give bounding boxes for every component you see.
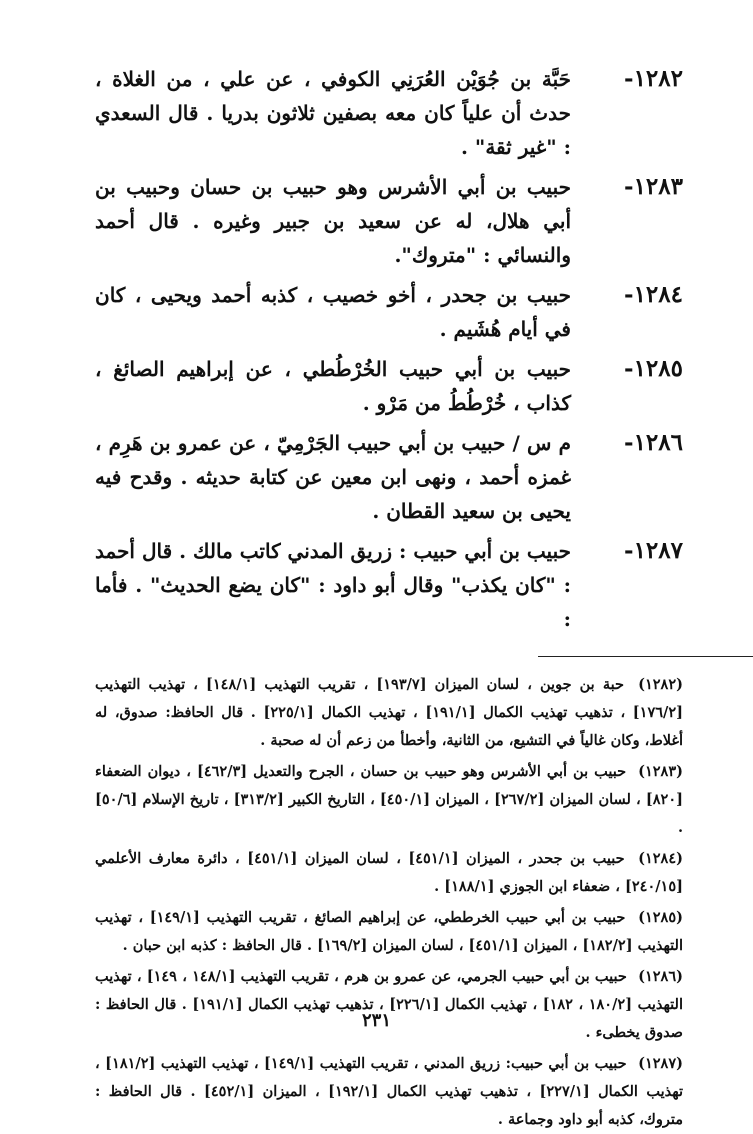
entry-1286 bbox=[95, 426, 683, 528]
footnote-1286 bbox=[95, 963, 683, 1047]
footnote-number: (١٢٨٣) bbox=[638, 763, 683, 780]
footnote-1285 bbox=[95, 904, 683, 960]
entry-number: ١٢٨٣- bbox=[624, 173, 683, 200]
entry-1285 bbox=[95, 352, 683, 420]
footnote-number: (١٢٨٥) bbox=[638, 909, 683, 926]
entry-number: ١٢٨٤- bbox=[624, 281, 683, 308]
entries bbox=[95, 62, 683, 636]
entry-text: حَبَّة بن جُوَيْن العُرَنِي الكوفي ، عن علي ، من الغلاة ، حدث أن علياً كان معه بصفين ثلاثون بدريا . قال السعدي : "غير ثقة" . bbox=[95, 67, 571, 159]
entry-1287 bbox=[95, 534, 683, 636]
entry-number: ١٢٨٧- bbox=[624, 537, 683, 564]
page-number: ٢٣١ bbox=[361, 1010, 391, 1031]
entry-number: ١٢٨٢- bbox=[624, 65, 683, 92]
footnote-number: (١٢٨٦) bbox=[638, 968, 683, 985]
footnote-1284 bbox=[95, 845, 683, 901]
footnote-text: حبيب بن أبي حبيب: زريق المدني ، تقريب التهذيب [١٤٩/١] ، تهذيب التهذيب [١٨١/٢] ، تهذيب الكمال [٢٢٧/١] ، تذهيب تهذيب الكمال [١٩٢/١] ، الميزان [٤٥٢/١] . قال الحافظ : متروك، كذبه أبو داود وجماعة . bbox=[95, 1055, 683, 1128]
entry-text: حبيب بن أبي الأشرس وهو حبيب بن حسان وحبيب بن أبي هلال، له عن سعيد بن جبير وغيره . قال أحمد والنسائي : "متروك". bbox=[95, 175, 571, 267]
entry-text: م س / حبيب بن أبي حبيب الجَرْمِيّ ، عن عمرو بن هَرِم ، غمزه أحمد ، ونهى ابن معين عن كتابة حديثه . وقدح فيه يحيى بن سعيد القطان . bbox=[95, 431, 571, 523]
footnotes bbox=[95, 671, 683, 1134]
footnote-separator bbox=[538, 656, 753, 657]
entry-text: حبيب بن جحدر ، أخو خصيب ، كذبه أحمد ويحيى ، كان في أيام هُشَيم . bbox=[95, 283, 571, 341]
footnote-text: حبيب بن أبي حبيب الجرمي، عن عمرو بن هرم ، تقريب التهذيب [١٤٨/١ ، ١٤٩] ، تهذيب التهذيب [١٨٠/٢ ، ١٨٢] ، تهذيب الكمال [٢٢٦/١] ، تذهيب تهذيب الكمال [١٩١/١] . قال الحافظ : صدوق يخطىء . bbox=[95, 968, 683, 1041]
entry-number: ١٢٨٥- bbox=[624, 355, 683, 382]
footnote-number: (١٢٨٧) bbox=[638, 1055, 683, 1072]
entry-1284 bbox=[95, 278, 683, 346]
entry-text: حبيب بن أبي حبيب : زريق المدني كاتب مالك . قال أحمد : "كان يكذب" وقال أبو داود : "كان يضع الحديث" . فأما : bbox=[95, 539, 571, 631]
footnote-number: (١٢٨٢) bbox=[638, 676, 683, 693]
footnote-number: (١٢٨٤) bbox=[638, 850, 683, 867]
entry-1283 bbox=[95, 170, 683, 272]
entry-1282 bbox=[95, 62, 683, 164]
footnote-1283 bbox=[95, 758, 683, 842]
footnote-separator-wrap bbox=[95, 656, 683, 657]
footnote-text: حبة بن جوين ، لسان الميزان [١٩٣/٧] ، تقريب التهذيب [١٤٨/١] ، تهذيب التهذيب [١٧٦/٢] ، تذهيب تهذيب الكمال [١٩١/١] ، تهذيب الكمال [٢٢٥/١] . قال الحافظ: صدوق، له أغلاط، وكان غالياً في التشيع، من الثانية، وأخطأ من زعم أن له صحبة . bbox=[95, 676, 683, 749]
footnote-text: حبيب بن أبي حبيب الخرططي، عن إبراهيم الصائغ ، تقريب التهذيب [١٤٩/١] ، تهذيب التهذيب [١٨٢/٢] ، الميزان [٤٥١/١] ، لسان الميزان [١٦٩/٢] . قال الحافظ : كذبه ابن حبان . bbox=[95, 909, 683, 954]
entry-text: حبيب بن أبي حبيب الخُرْطُطي ، عن إبراهيم الصائغ ، كذاب ، خُرْطُطُ من مَرْو . bbox=[95, 357, 571, 415]
footnote-text: حبيب بن أبي الأشرس وهو حبيب بن حسان ، الجرح والتعديل [٤٦٢/٣] ، ديوان الضعفاء [٨٢٠] ، لسان الميزان [٢٦٧/٢] ، الميزان [٤٥٠/١] ، التاريخ الكبير [٣١٣/٢] ، تاريخ الإسلام [٥٠/٦] . bbox=[95, 763, 683, 836]
entry-number: ١٢٨٦- bbox=[624, 429, 683, 456]
footnote-1287 bbox=[95, 1050, 683, 1134]
footnote-text: حبيب بن جحدر ، الميزان [٤٥١/١] ، لسان الميزان [٤٥١/١] ، دائرة معارف الأعلمي [٢٤٠/١٥] ، ضعفاء ابن الجوزي [١٨٨/١] . bbox=[95, 850, 683, 895]
footnote-1282 bbox=[95, 671, 683, 755]
